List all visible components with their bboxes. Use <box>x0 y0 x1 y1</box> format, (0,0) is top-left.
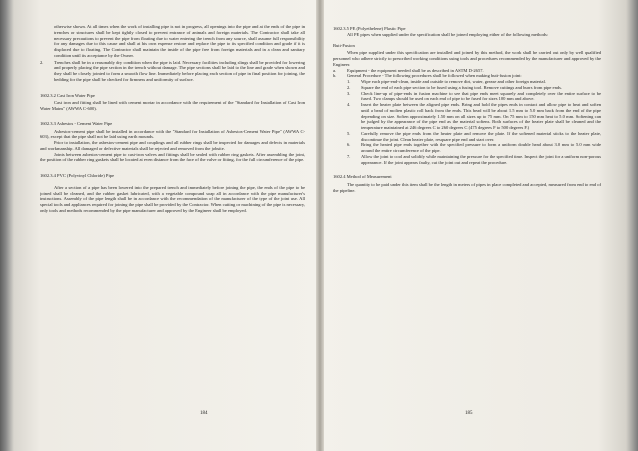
step-text: Bring the heated pipe ends together with the specified pressure to form a uniform double head about 3.0 mm to 5.0 mm wide around the entire circumference of the pipe. <box>361 142 601 153</box>
list-item-2 <box>40 60 305 83</box>
page-number: 184 <box>200 411 208 416</box>
step-number: 2. <box>347 84 351 90</box>
right-page <box>333 0 601 451</box>
intro-paragraph: otherwise shown. At all times when the work of installing pipe is not in progress, all openings into the pipe and at the ends of the pipe in trenches or structures shall be kept tightly closed to prevent entrance of animals and foreign materials. The Contractor shall take all necessary precautions to prevent the pipe from floating due to water entering the trench from any source, shall assume full responsibility for any damages due to this cause and shall at his own expense restore and replace the pipe to its specified condition and grade if it is displaced due to floating. The Contractor shall maintain the inside of the pipe free from foreign materials and in a clean and sanitary condition until its acceptance by the Owner. <box>54 24 305 58</box>
list-label: b. <box>333 73 337 79</box>
step-text: Wipe each pipe-end-clean, inside and outside to remove dirt, water, grease and other foreign material. <box>361 79 546 84</box>
step-number: 6. <box>347 142 351 148</box>
step-number: 3. <box>347 90 351 96</box>
section-heading-1602-4: 1602.4 Method of Measurement <box>333 174 392 180</box>
section-paragraph: Joints between asbestos-cement pipe to cast-iron valves and fittings shall be sealed with rubber ring gaskets. After assembling the joint, the position of the rubber ring gaskets shall be located at even distance from the face of the valve or fitting, for the full circumference of the pipe. <box>40 151 305 163</box>
procedure-step <box>347 142 601 154</box>
section-heading-1602-3-4: 1602.3.4 PVC (Polyvinyl Chloride) Pipe <box>40 173 115 178</box>
step-number: 5. <box>347 130 351 136</box>
step-text: Insert the heater plate between the aligned pipe ends. Bring and hold the pipes ends in contact and allow pipe to heat and soften until a bead of molten plastic roll back from the ends. This bead will be about 1.5 mm to 5.0 mm back from the end of the pipe depending on size. Soften approximately 1.50 mm on all sizes up to 75 mm. On 75 mm to 150 mm heat to 5.0 mm. Softening can be judged by the appearance of the pipe end as the material softens. Both surfaces of the heater plate shall be cleaned and the temperature maintained at 246 degrees C to 260 degrees C (475 degrees F to 500 degrees F.) <box>361 102 601 130</box>
section-heading-1602-3-5: 1602.3.5 PE (Polyethelene) Plastic Pipe <box>333 26 406 31</box>
list-label: a. <box>333 67 337 73</box>
procedure-step <box>347 102 601 131</box>
butt-fusion-text: When pipe supplied under this specification are installed and joined by this method, the work shall be carried out only by well qualified personnel who adhere strictly to prescribed working conditions using tools and procedures recommended by the manufacturer and approved by the Engineer. <box>333 50 601 67</box>
left-page-body <box>40 24 305 214</box>
section-intro: All PE pipes when supplied under the specification shall be joined employing either of the following methods: <box>347 31 549 37</box>
subheading-butt-fusion: Butt-Fusion <box>333 42 355 48</box>
section-text-1602-3-2: Cast iron and fitting shall be lined with cement mortar in accordance with the requirement of the "Standard for Installation of Cast Iron Water Mains" (AWWA C-600). <box>40 100 305 111</box>
right-page-body <box>333 26 601 194</box>
section-heading-1602-3-2: 1602.3.2 Cast Iron Water Pipe <box>40 92 95 98</box>
page-number: 185 <box>465 411 473 416</box>
step-text: Carefully remove the pipe ends from the heater plate and remove the plate. If the softened material sticks to the heater plate, discontinue the joint. Clean heater plate, resquare pipe end and start over. <box>361 130 601 142</box>
list-text: Trenches shall be in a reasonably dry condition when the pipe is laid. Necessary facilities including slings shall be provided for lowering and properly placing the pipe section in the trench without damage. The pipe sections shall be laid to the line and grade when shown and they shall be closely jointed to form a smooth flow line. Immediately before placing each section of pipe in final position for joining, the bedding for the pipe shall be checked for firmness and uniformity of surface. <box>54 59 305 82</box>
step-text: Allow the joint to cool and solidify while maintaining the pressure for the specified time. Inspect the joint for a uniform non-porous appearance. If the joint appears faulty, cut the joint out and repeat the procedure. <box>361 153 601 165</box>
section-paragraph: Asbestos-cement pipe shall be installed in accordance with the "Standard for Installation of Asbestos-Cement Water Pipe" (AWWA C-603), except that the pipe shall not be laid using earth mounds. <box>40 128 305 140</box>
step-text: Check line-up of pipe-ends in fusion machine to see that pipe ends meet squarely and completely over the entire surface to be fused. Two clamps should be used on each end of pipe to be fused for sizes 100 mm and above. <box>361 90 601 102</box>
section-paragraph: Prior to installation, the asbestos-cement pipe and couplings and all rubber rings shall be inspected for damages and defects in materials and workmanship. All damaged or defective materials shall be rejected and removed from the jobsite. <box>40 140 305 151</box>
procedure-step <box>347 91 601 103</box>
step-text: Square the end of each pipe section to be fused using a fusing tool. Remove cuttings and burrs from pipe ends. <box>361 84 563 90</box>
section-text-1602-4: The quantity to be paid under this item shall be the length in meters of pipes in place completed and accepted, measured from end to end of the pipeline. <box>333 182 601 193</box>
left-page <box>40 0 305 451</box>
step-number: 7. <box>347 153 351 159</box>
procedure-step <box>347 131 601 143</box>
procedure-step <box>347 154 601 166</box>
list-text: General Procedure - The following procedures shall be followed when making butt-fusion joint: <box>347 73 522 79</box>
list-number: 2. <box>40 59 44 65</box>
step-number: 4. <box>347 102 351 107</box>
list-text: Equipment - the equipment needed shall be as described in ASTM D-2657. <box>347 67 484 73</box>
book-gutter <box>316 0 324 451</box>
step-number: 1. <box>347 79 351 84</box>
procedure-steps <box>347 79 601 165</box>
section-text-1602-3-4: After a section of a pipe has been lowered into the prepared trench and immediately before joining the pipe, the ends of the pipe to be joined shall be cleaned, and the rubber gasket lubricated, with a vegetable compound soap all in accordance with the pipe manufacturer's instructions. Assembly of the pipe length shall be in accordance with the recommendation of the manufacturer of the type of the joint use. All special tools and appliances required for joining the pipe shall be provided by the Contractor. When cutting or machining of the pipe is necessary, only tools and methods recommended by the pipe manufacturer and approved by the Engineer shall be employed. <box>40 184 305 213</box>
section-heading-1602-3-3: 1602.3.3 Asbestos - Cement Water Pipe <box>40 120 113 126</box>
